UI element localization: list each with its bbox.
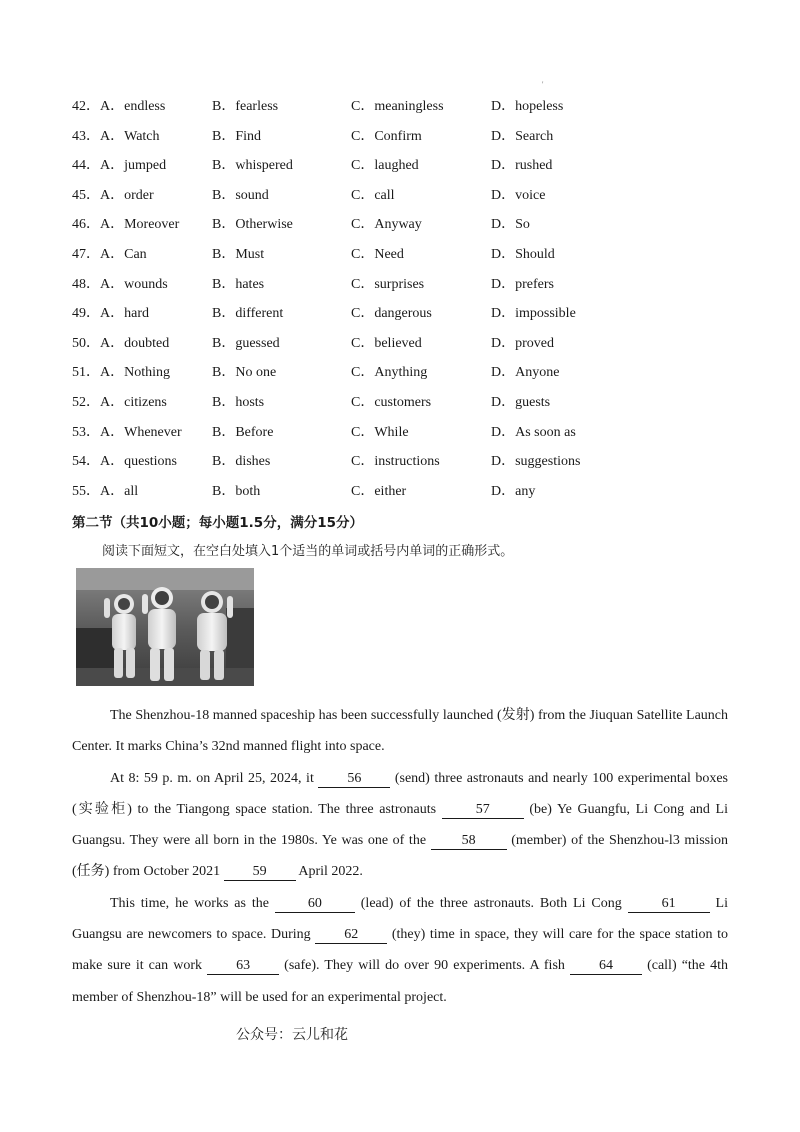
option-b: B．fearless bbox=[212, 99, 279, 114]
passage-text: This time, he works as the bbox=[110, 895, 275, 911]
astronauts-photo bbox=[76, 568, 254, 686]
question-number-and-option-a: 42．A．endless bbox=[72, 99, 166, 114]
option-c: C．While bbox=[351, 424, 409, 440]
question-number-and-option-a: 48．A．wounds bbox=[72, 276, 168, 292]
option-d: D．impossible bbox=[491, 306, 576, 322]
option-b: B．whispered bbox=[212, 158, 293, 174]
blank-64[interactable]: 64 bbox=[570, 958, 642, 975]
option-b: B．guessed bbox=[212, 335, 280, 351]
passage-text: (send) three astronauts and nearly 100 experimental boxes (实验柜) to the Tiangong space station. The three astronauts bbox=[72, 770, 728, 817]
option-b: B．different bbox=[212, 306, 284, 322]
option-d: D．suggestions bbox=[491, 454, 581, 470]
question-number-and-option-a: 46．A．Moreover bbox=[72, 217, 180, 233]
option-b: B．dishes bbox=[212, 454, 271, 470]
option-row bbox=[72, 447, 712, 477]
question-number-and-option-a: 55．A．all bbox=[72, 483, 139, 499]
question-number-and-option-a: 50．A．doubted bbox=[72, 335, 170, 351]
passage-text: (be) Ye Guangfu, Li Cong and Li Guangsu. They were all born in the 1980s. Ye was one of the bbox=[72, 801, 729, 849]
option-c: C．Need bbox=[351, 246, 404, 262]
option-c: C．Confirm bbox=[351, 128, 422, 144]
scan-speck: ' bbox=[542, 80, 544, 89]
blank-59[interactable]: 59 bbox=[224, 864, 296, 881]
passage-text: (lead) of the three astronauts. Both Li Cong bbox=[354, 895, 628, 911]
option-d: D．voice bbox=[491, 187, 546, 203]
option-b: B．both bbox=[212, 483, 261, 499]
passage-text: Li Guangsu are newcomers to space. During bbox=[72, 895, 728, 943]
question-number-and-option-a: 52．A．citizens bbox=[72, 394, 167, 410]
option-d: D．Anyone bbox=[491, 365, 560, 381]
option-c: C．instructions bbox=[351, 454, 440, 470]
option-b: B．sound bbox=[212, 187, 269, 203]
astronauts-photo-graphic bbox=[76, 568, 254, 686]
option-d: D．prefers bbox=[491, 276, 554, 292]
question-number-and-option-a: 47．A．Can bbox=[72, 246, 147, 262]
option-row bbox=[72, 358, 712, 388]
option-d: D．proved bbox=[491, 335, 554, 351]
option-c: C．call bbox=[351, 187, 395, 203]
option-d: D．hopeless bbox=[491, 99, 564, 114]
option-c: C．laughed bbox=[351, 158, 419, 174]
option-d: D．As soon as bbox=[491, 424, 576, 440]
question-number-and-option-a: 51．A．Nothing bbox=[72, 365, 170, 381]
option-row bbox=[72, 418, 712, 448]
option-b: B．Before bbox=[212, 424, 274, 440]
option-c: C．believed bbox=[351, 335, 422, 351]
question-number-and-option-a: 53．A．Whenever bbox=[72, 424, 182, 440]
blank-57[interactable]: 57 bbox=[442, 802, 524, 819]
section-instruction: 阅读下面短文，在空白处填入1个适当的单词或括号内单词的正确形式。 bbox=[102, 544, 514, 559]
option-row bbox=[72, 270, 712, 300]
passage-text: April 2022. bbox=[295, 864, 363, 880]
option-row bbox=[72, 329, 712, 359]
option-b: B．hosts bbox=[212, 394, 265, 410]
option-d: D．guests bbox=[491, 394, 551, 410]
question-number-and-option-a: 45．A．order bbox=[72, 187, 154, 203]
blank-56[interactable]: 56 bbox=[318, 771, 390, 788]
option-row bbox=[72, 210, 712, 240]
option-b: B．Otherwise bbox=[212, 217, 293, 233]
footer-watermark: 公众号：云儿和花 bbox=[236, 1027, 348, 1043]
passage-text: At 8: 59 p. m. on April 25, 2024, it bbox=[110, 770, 319, 786]
passage-text: (they) time in space, they will care for the space station to make sure it can work bbox=[72, 927, 728, 974]
passage-paragraph-1 bbox=[72, 700, 728, 763]
option-d: D．So bbox=[491, 217, 530, 233]
option-c: C．customers bbox=[351, 394, 432, 410]
option-b: B．hates bbox=[212, 276, 265, 292]
option-d: D．Should bbox=[491, 246, 555, 262]
option-row bbox=[72, 92, 712, 122]
option-row bbox=[72, 299, 712, 329]
option-c: C．either bbox=[351, 483, 407, 499]
option-row bbox=[72, 388, 712, 418]
passage-paragraph-2 bbox=[72, 763, 728, 888]
question-number-and-option-a: 43．A．Watch bbox=[72, 128, 160, 144]
option-row bbox=[72, 122, 712, 152]
option-row bbox=[72, 151, 712, 181]
option-row bbox=[72, 477, 712, 507]
option-c: C．Anyway bbox=[351, 217, 422, 233]
option-b: B．Find bbox=[212, 128, 262, 144]
option-d: D．any bbox=[491, 483, 536, 499]
option-b: B．No one bbox=[212, 365, 277, 381]
option-list bbox=[72, 92, 712, 506]
option-row bbox=[72, 240, 712, 270]
question-number-and-option-a: 49．A．hard bbox=[72, 306, 149, 322]
option-c: C．meaningless bbox=[351, 99, 444, 114]
question-number-and-option-a: 44．A．jumped bbox=[72, 158, 167, 174]
blank-58[interactable]: 58 bbox=[431, 833, 507, 850]
passage-text: (member) of the Shenzhou-l3 mission (任务) from October 2021 bbox=[72, 833, 728, 880]
blank-63[interactable]: 63 bbox=[207, 958, 279, 975]
section-heading: 第二节（共10小题；每小题1.5分，满分15分） bbox=[72, 515, 363, 531]
reading-passage bbox=[72, 700, 728, 1013]
option-row bbox=[72, 181, 712, 211]
blank-60[interactable]: 60 bbox=[275, 896, 355, 913]
passage-paragraph-3 bbox=[72, 888, 728, 1013]
option-d: D．Search bbox=[491, 128, 554, 144]
option-c: C．surprises bbox=[351, 276, 425, 292]
passage-text: (safe). They will do over 90 experiments. A fish bbox=[279, 958, 570, 974]
blank-61[interactable]: 61 bbox=[628, 896, 710, 913]
option-b: B．Must bbox=[212, 246, 265, 262]
passage-text: (call) “the 4th member of Shenzhou-18” will be used for an experimental project. bbox=[72, 958, 728, 1005]
option-c: C．Anything bbox=[351, 365, 428, 381]
blank-62[interactable]: 62 bbox=[315, 927, 387, 944]
option-c: C．dangerous bbox=[351, 306, 432, 322]
passage-text: The Shenzhou-18 manned spaceship has been successfully launched (发射) from the Jiuquan Satellite Launch Center. It marks China’s 32nd manned flight into space. bbox=[72, 708, 728, 755]
option-d: D．rushed bbox=[491, 158, 553, 174]
question-number-and-option-a: 54．A．questions bbox=[72, 454, 177, 470]
